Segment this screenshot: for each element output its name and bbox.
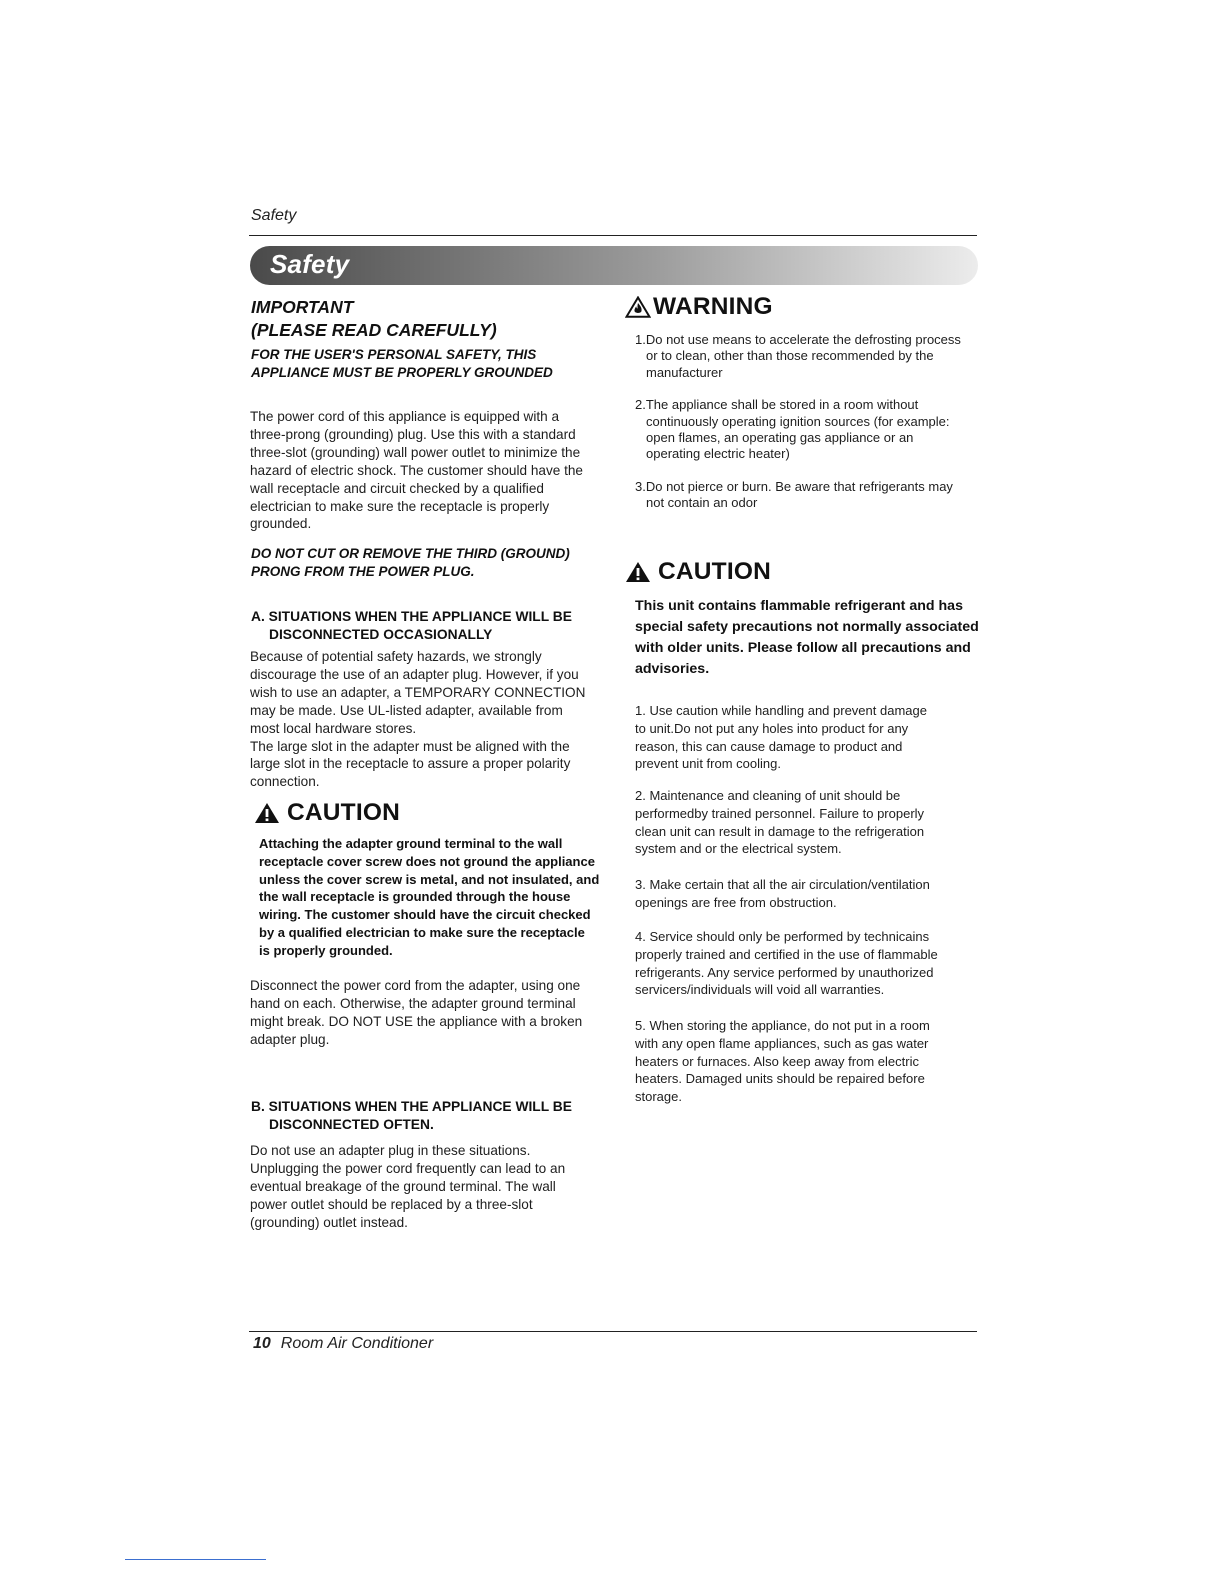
warning-item: [635, 332, 985, 381]
warning-item: [635, 397, 985, 463]
text-line: manufacturer: [646, 364, 723, 380]
warning-heading: [625, 293, 773, 321]
banner-title: Safety: [270, 249, 350, 279]
text-line: The large slot in the adapter must be aligned with the: [250, 738, 570, 754]
left-caution-heading: [254, 799, 400, 827]
caution-title: CAUTION: [287, 799, 401, 826]
exclamation-triangle-icon: [625, 561, 651, 583]
grounding-notice: [251, 346, 553, 382]
text-line: 4. Service should only be performed by technicains: [635, 929, 930, 944]
section-banner: [250, 246, 978, 285]
header-rule: [249, 235, 977, 236]
text-line: most local hardware stores.: [250, 720, 417, 736]
text-line: open flames, an operating gas appliance or an: [646, 430, 914, 446]
section-a-heading: [251, 608, 572, 643]
text-line: 3. Make certain that all the air circulation/ventilation: [635, 877, 930, 892]
page-footer: [253, 1335, 433, 1353]
intro-paragraph: [250, 408, 583, 533]
text-line: the wall receptacle is grounded through the house: [259, 889, 571, 905]
text-line: grounded.: [250, 516, 312, 532]
left-caution-body: [259, 835, 599, 960]
text-line: receptacle cover screw does not ground the appliance: [259, 853, 595, 869]
text-line: unless the cover screw is metal, and not insulated, and: [259, 871, 600, 887]
section-b-paragraph: [250, 1142, 565, 1232]
warning-list: [635, 332, 985, 512]
do-not-cut-line: DO NOT CUT OR REMOVE THE THIRD (GROUND): [251, 546, 570, 561]
important-heading: [251, 296, 497, 342]
section-heading-line: DISCONNECTED OFTEN.: [269, 1116, 434, 1132]
important-line: IMPORTANT: [251, 297, 354, 317]
footer-rule: [249, 1331, 977, 1332]
text-line: electrician to make sure the receptacle is properly: [250, 498, 550, 514]
text-line: three-slot (grounding) wall power outlet to minimize the: [250, 444, 581, 460]
page-number: 10: [253, 1335, 271, 1352]
right-caution-heading: [625, 558, 771, 586]
footer-title: Room Air Conditioner: [280, 1335, 434, 1352]
text-line: with older units. Please follow all precautions and: [635, 640, 971, 656]
text-line: The power cord of this appliance is equipped with a: [250, 409, 560, 424]
link-underline: [125, 1559, 266, 1560]
text-line: This unit contains flammable refrigerant and has: [635, 598, 963, 614]
text-line: heaters. Damaged units should be repaired before: [635, 1071, 925, 1087]
section-heading-line: B. SITUATIONS WHEN THE APPLIANCE WILL BE: [251, 1099, 572, 1114]
text-line: 1. Use caution while handling and prevent damage: [635, 703, 927, 718]
text-line: Attaching the adapter ground terminal to the wall: [259, 836, 563, 851]
text-line: eventual breakage of the ground terminal. The wall: [250, 1178, 556, 1194]
text-line: hazard of electric shock. The customer should have the: [250, 462, 583, 478]
text-line: servicers/individuals will void all warranties.: [635, 982, 885, 998]
right-caution-item: [635, 702, 927, 773]
text-line: Unplugging the power cord frequently can lead to an: [250, 1160, 566, 1176]
text-line: adapter plug.: [250, 1031, 330, 1047]
running-header: Safety: [251, 207, 297, 224]
warning-item: [635, 479, 985, 512]
section-heading-line: A. SITUATIONS WHEN THE APPLIANCE WILL BE: [251, 609, 572, 624]
text-line: system and or the electrical system.: [635, 841, 842, 857]
text-line: prevent unit from cooling.: [635, 756, 781, 772]
text-line: wiring. The customer should have the circuit checked: [259, 907, 591, 923]
text-line: discourage the use of an adapter plug. However, if you: [250, 666, 579, 682]
text-line: by a qualified electrician to make sure the receptacle: [259, 924, 585, 940]
text-line: clean unit can result in damage to the refrigeration: [635, 823, 925, 839]
text-line: Disconnect the power cord from the adapter, using one: [250, 978, 581, 993]
important-line: (PLEASE READ CAREFULLY): [251, 320, 497, 340]
text-line: 1.Do not use means to accelerate the defrosting process: [635, 332, 961, 347]
text-line: advisories.: [635, 661, 710, 677]
text-line: properly trained and certified in the use of flammable: [635, 946, 938, 962]
text-line: with any open flame appliances, such as gas water: [635, 1035, 929, 1051]
text-line: reason, this can cause damage to product and: [635, 738, 903, 754]
text-line: to unit.Do not put any holes into product for any: [635, 720, 909, 736]
section-a-paragraph: [250, 648, 585, 791]
text-line: Because of potential safety hazards, we strongly: [250, 649, 542, 664]
text-line: 2. Maintenance and cleaning of unit should be: [635, 788, 901, 803]
text-line: wish to use an adapter, a TEMPORARY CONNECTION: [250, 684, 586, 700]
section-heading-line: DISCONNECTED OCCASIONALLY: [269, 626, 493, 642]
text-line: 2.The appliance shall be stored in a room without: [635, 397, 919, 413]
fire-warning-triangle-icon: [625, 296, 651, 318]
text-line: or to clean, other than those recommended by the: [646, 348, 934, 364]
right-caution-item: [635, 928, 938, 999]
grounding-notice-line: APPLIANCE MUST BE PROPERLY GROUNDED: [251, 365, 553, 380]
grounding-notice-line: FOR THE USER'S PERSONAL SAFETY, THIS: [251, 347, 537, 362]
text-line: refrigerants. Any service performed by unauthorized: [635, 964, 934, 980]
text-line: 5. When storing the appliance, do not put in a room: [635, 1018, 930, 1033]
caution-title: CAUTION: [658, 558, 772, 585]
text-line: hand on each. Otherwise, the adapter ground terminal: [250, 995, 576, 1011]
text-line: storage.: [635, 1089, 682, 1105]
text-line: connection.: [250, 774, 320, 790]
section-b-heading: [251, 1098, 572, 1133]
text-line: special safety precautions not normally associated: [635, 619, 979, 635]
text-line: power outlet should be replaced by a three-slot: [250, 1196, 533, 1212]
text-line: continuously operating ignition sources (for example:: [646, 413, 950, 429]
right-caution-item: [635, 1017, 930, 1106]
text-line: may be made. Use UL-listed adapter, available from: [250, 702, 563, 718]
text-line: (grounding) outlet instead.: [250, 1214, 408, 1230]
do-not-cut-notice: [251, 545, 570, 581]
right-caution-item: [635, 787, 924, 858]
right-caution-item: [635, 876, 930, 912]
text-line: Do not use an adapter plug in these situations.: [250, 1143, 531, 1158]
text-line: openings are free from obstruction.: [635, 894, 837, 910]
disconnect-paragraph: [250, 977, 582, 1049]
text-line: operating electric heater): [646, 446, 790, 462]
do-not-cut-line: PRONG FROM THE POWER PLUG.: [251, 564, 475, 579]
text-line: might break. DO NOT USE the appliance with a broken: [250, 1013, 583, 1029]
text-line: 3.Do not pierce or burn. Be aware that refrigerants may: [635, 478, 953, 494]
text-line: is properly grounded.: [259, 942, 393, 958]
exclamation-triangle-icon: [254, 802, 280, 824]
text-line: not contain an odor: [646, 495, 758, 511]
text-line: large slot in the receptacle to assure a proper polarity: [250, 756, 571, 772]
text-line: wall receptacle and circuit checked by a qualified: [250, 480, 544, 496]
text-line: three-prong (grounding) plug. Use this with a standard: [250, 426, 576, 442]
text-line: heaters or furnaces. Also keep away from electric: [635, 1053, 919, 1069]
right-caution-intro: [635, 596, 979, 680]
text-line: performedby trained personnel. Failure to properly: [635, 805, 925, 821]
warning-title: WARNING: [653, 293, 773, 320]
